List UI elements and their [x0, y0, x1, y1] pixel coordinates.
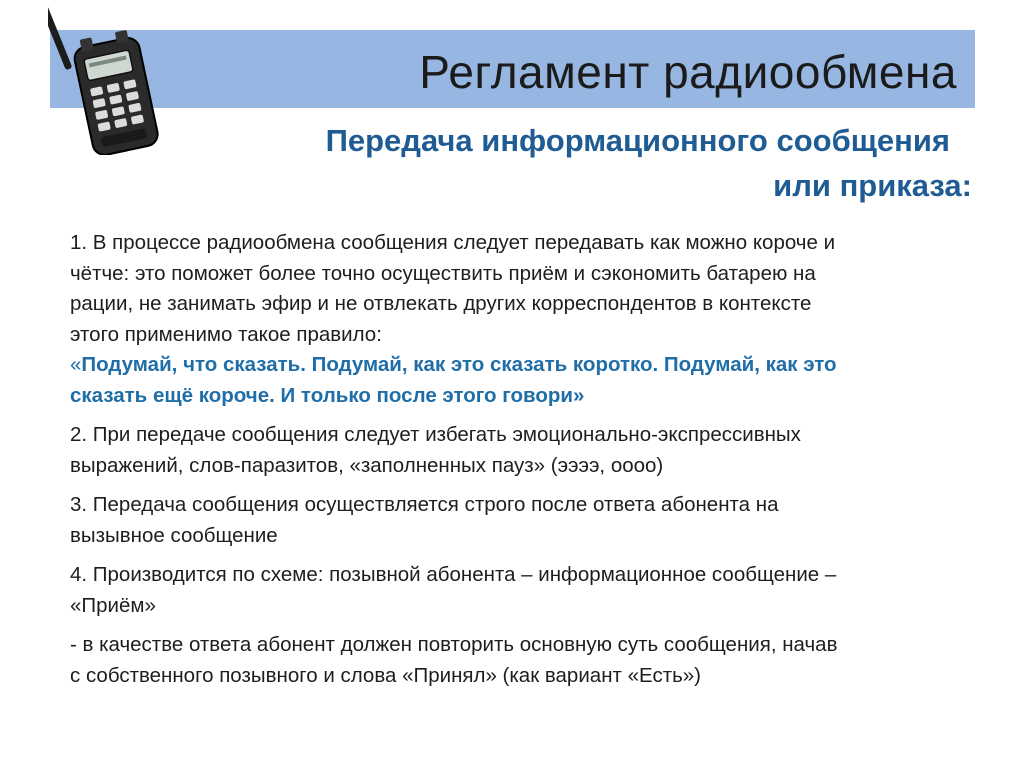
subtitle-line-1: Передача информационного сообщения [325, 123, 950, 158]
subtitle-line-2: или приказа: [773, 168, 972, 203]
quote-text-1: Подумай, что сказать. Подумай, как это сказать коротко. Подумай, как это [81, 353, 837, 376]
paragraph-3-line: 3. Передача сообщения осуществляется строго после ответа абонента на [70, 493, 779, 516]
paragraph-2-line: 2. При передаче сообщения следует избегать эмоционально-экспрессивных [70, 423, 801, 446]
paragraph-1-line: чётче: это поможет более точно осуществить приём и сэкономить батарею на [70, 261, 816, 285]
paragraph-3-line: вызывное сообщение [70, 523, 278, 547]
title-band [50, 30, 975, 108]
paragraph-5 [70, 630, 970, 691]
slide-subtitle [150, 118, 972, 208]
paragraph-4-line: 4. Производится по схеме: позывной абонента – информационное сообщение – [70, 563, 837, 586]
walkie-talkie-icon [48, 0, 166, 155]
slide-body [70, 228, 970, 700]
paragraph-1-line: рации, не занимать эфир и не отвлекать других корреспондентов в контексте [70, 292, 812, 315]
quote-line-2: сказать ещё короче. И только после этого говори» [70, 383, 585, 407]
quote-open-mark: « [70, 353, 82, 376]
paragraph-5-line: - в качестве ответа абонент должен повторить основную суть сообщения, начав [70, 633, 838, 656]
quote-line-1 [70, 350, 970, 381]
slide-title: Регламент радиообмена [419, 46, 957, 98]
paragraph-5-line: с собственного позывного и слова «Принял» (как вариант «Есть») [70, 663, 701, 687]
paragraph-4-line: «Приём» [70, 593, 156, 617]
paragraph-1-line: этого применимо такое правило: [70, 322, 382, 346]
paragraph-4 [70, 560, 970, 621]
paragraph-2 [70, 420, 970, 481]
paragraph-2-line: выражений, слов-паразитов, «заполненных пауз» (ээээ, оооо) [70, 453, 664, 477]
paragraph-1-line: 1. В процессе радиообмена сообщения следует передавать как можно короче и [70, 231, 836, 254]
paragraph-3 [70, 490, 970, 551]
paragraph-1 [70, 228, 970, 411]
